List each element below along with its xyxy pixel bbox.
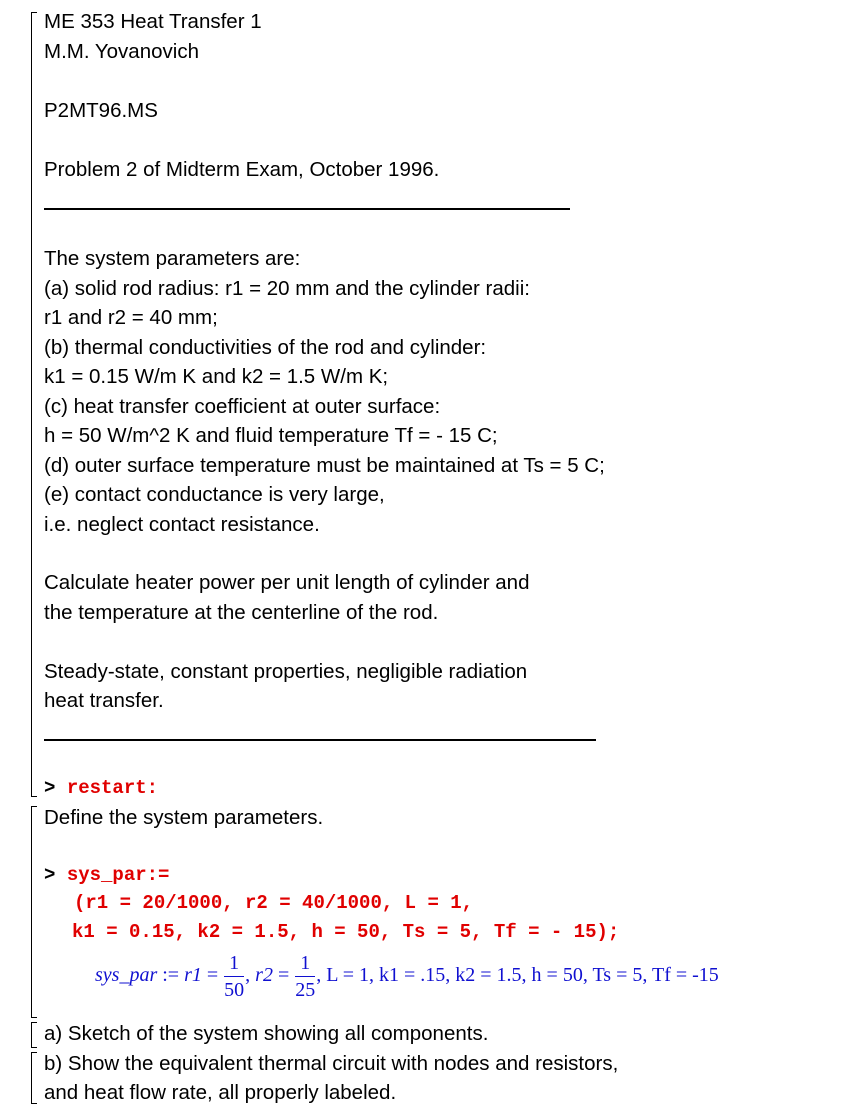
output-r1-name: r1: [184, 964, 202, 987]
input-prompt-2: >: [44, 864, 56, 886]
output-assign: :=: [162, 964, 180, 987]
assumption-line-2: heat transfer.: [44, 689, 164, 712]
output-r2-fraction: $\frac{1}{25}$: [295, 952, 316, 1001]
group-bracket-task-b[interactable]: [31, 1052, 37, 1104]
restart-command[interactable]: restart:: [66, 777, 159, 799]
file-name: P2MT96.MS: [44, 99, 158, 122]
task-b-line-2: and heat flow rate, all properly labeled.: [44, 1081, 397, 1104]
problem-line-b2: k1 = 0.15 W/m K and k2 = 1.5 W/m K;: [44, 365, 389, 388]
sys-par-line-1[interactable]: sys_par:=: [66, 864, 170, 886]
task-b-line-1: b) Show the equivalent thermal circuit with nodes and resistors,: [44, 1052, 619, 1075]
problem-line-e2: i.e. neglect contact resistance.: [44, 513, 320, 536]
problem-line-a1: (a) solid rod radius: r1 = 20 mm and the cylinder radii:: [44, 277, 530, 300]
author-name: M.M. Yovanovich: [44, 40, 199, 63]
calc-line-2: the temperature at the centerline of the rod.: [44, 601, 439, 624]
group-bracket-task-a[interactable]: [31, 1022, 37, 1048]
problem-line-d: (d) outer surface temperature must be maintained at Ts = 5 C;: [44, 454, 605, 477]
sys-par-line-2[interactable]: (r1 = 20/1000, r2 = 40/1000, L = 1,: [74, 892, 474, 914]
sys-par-output: sys_par := r1 = $\frac{1}{50}$ , r2 = $\frac{1}{25}$ , L = 1, k1 = .15, k2 = 1.5, h = 50, Ts = 5, Tf = -15: [95, 952, 719, 1001]
divider-rule-1: [44, 208, 570, 210]
problem-line-b1: (b) thermal conductivities of the rod and cylinder:: [44, 336, 487, 359]
section-define-parameters: Define the system parameters.: [44, 806, 324, 829]
sys-par-line-3[interactable]: k1 = 0.15, k2 = 1.5, h = 50, Ts = 5, Tf = - 15);: [72, 921, 620, 943]
problem-line-c2: h = 50 W/m^2 K and fluid temperature Tf = - 15 C;: [44, 424, 498, 447]
calc-line-1: Calculate heater power per unit length of cylinder and: [44, 571, 530, 594]
group-bracket-header[interactable]: [31, 12, 37, 797]
problem-intro: The system parameters are:: [44, 247, 301, 270]
output-lhs: sys_par: [95, 964, 158, 987]
input-region-restart[interactable]: [44, 776, 158, 800]
output-r1-fraction: $\frac{1}{50}$: [224, 952, 245, 1001]
output-rest: , L = 1, k1 = .15, k2 = 1.5, h = 50, Ts = 5, Tf = -15: [316, 964, 719, 987]
problem-title: Problem 2 of Midterm Exam, October 1996.: [44, 158, 440, 181]
task-a: a) Sketch of the system showing all components.: [44, 1022, 489, 1045]
problem-line-a2: r1 and r2 = 40 mm;: [44, 306, 218, 329]
output-r2-name: r2: [255, 964, 273, 987]
course-title: ME 353 Heat Transfer 1: [44, 10, 262, 33]
problem-line-c1: (c) heat transfer coefficient at outer surface:: [44, 395, 441, 418]
divider-rule-2: [44, 739, 596, 741]
input-prompt-1: >: [44, 777, 56, 799]
problem-line-e1: (e) contact conductance is very large,: [44, 483, 385, 506]
input-region-sys-par[interactable]: [44, 863, 169, 887]
assumption-line-1: Steady-state, constant properties, negligible radiation: [44, 660, 528, 683]
group-bracket-parameters[interactable]: [31, 806, 37, 1018]
